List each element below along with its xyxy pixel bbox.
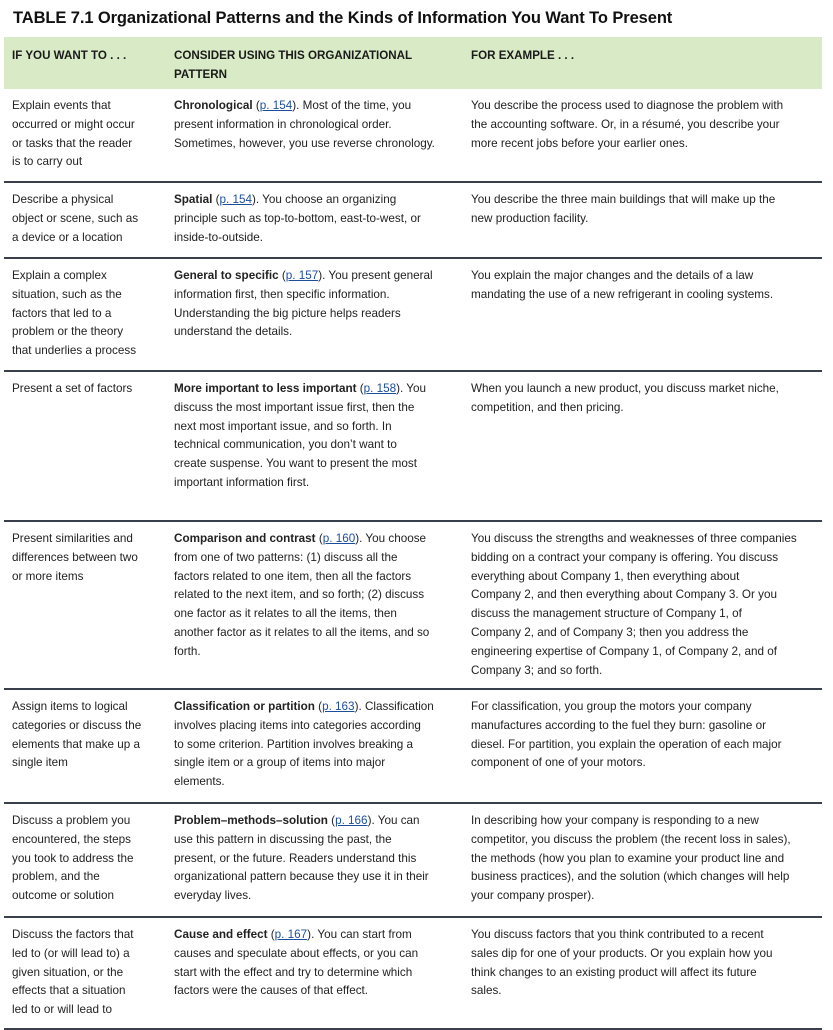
cell-pattern bbox=[174, 267, 454, 342]
pattern-name: Spatial bbox=[174, 193, 213, 206]
table-header-row bbox=[4, 37, 822, 89]
text-line: led to or will lead to bbox=[12, 1003, 113, 1017]
text-line: next most important issue, and so forth. In bbox=[174, 419, 392, 433]
text-line: present, or the future. Readers understand this bbox=[174, 851, 417, 865]
text-line: differences between two bbox=[12, 550, 138, 564]
text-line: Sometimes, however, you use reverse chronology. bbox=[174, 136, 435, 150]
patterns-table bbox=[4, 37, 822, 1030]
pattern-name: Chronological bbox=[174, 99, 253, 112]
text-line: inside-to-outside. bbox=[174, 230, 264, 244]
text-line: elements. bbox=[174, 775, 225, 789]
cell-example bbox=[471, 380, 819, 418]
cell-pattern bbox=[174, 812, 454, 906]
text-line: engineering expertise of Company 1, of Company 2, and of bbox=[471, 644, 778, 658]
text-line: elements that make up a bbox=[12, 737, 140, 751]
text-line: important information first. bbox=[174, 475, 310, 489]
text-line: the methods (how you plan to examine your product line and bbox=[471, 851, 785, 865]
text-line: everything about Company 1, then everything about bbox=[471, 569, 740, 583]
pattern-name: General to specific bbox=[174, 269, 279, 282]
text-line: from one of two patterns: (1) discuss all the bbox=[174, 550, 398, 564]
cell-example bbox=[471, 267, 819, 305]
table-row bbox=[4, 918, 822, 1030]
text-line: Explain a complex bbox=[12, 269, 107, 282]
text-line: competition, and then pricing. bbox=[471, 400, 624, 414]
text-line: Present similarities and bbox=[12, 532, 133, 545]
text-line: manufactures according to the fuel they burn: gasoline or bbox=[471, 718, 766, 732]
cell-example bbox=[471, 926, 819, 1001]
text-line: factors were the causes of that effect. bbox=[174, 984, 369, 998]
header-line: CONSIDER USING THIS ORGANIZATIONAL bbox=[174, 49, 413, 62]
text-line: General to specific (p. 157). You present general bbox=[174, 269, 433, 282]
cell-pattern bbox=[174, 97, 454, 153]
text-line: Cause and effect (p. 167). You can start from bbox=[174, 928, 412, 941]
text-line: bidding on a contract your company is offering. You discuss bbox=[471, 550, 779, 564]
text-line: outcome or solution bbox=[12, 889, 114, 903]
text-line: principle such as top-to-bottom, east-to-west, or bbox=[174, 211, 421, 225]
text-line: sales. bbox=[471, 984, 502, 998]
text-line: single item or a group of items into major bbox=[174, 756, 386, 770]
text-line: single item bbox=[12, 756, 68, 770]
text-line: more recent jobs before your earlier ones. bbox=[471, 136, 688, 150]
page-reference-link[interactable]: p. 166 bbox=[335, 814, 368, 827]
text-line: factors related to one item, then all the factors bbox=[174, 569, 412, 583]
table-row bbox=[4, 522, 822, 690]
text-line: occurred or might occur bbox=[12, 117, 135, 131]
cell-pattern bbox=[174, 530, 454, 662]
table-title: TABLE 7.1 Organizational Patterns and the Kinds of Information You Want To Present bbox=[13, 9, 673, 27]
text-line: Company 3; and so forth. bbox=[471, 663, 603, 677]
text-line: or tasks that the reader bbox=[12, 136, 133, 150]
text-line: business practices), and the solution (which changes will help bbox=[471, 870, 790, 884]
text-line: Explain events that bbox=[12, 99, 111, 112]
page-reference-link[interactable]: p. 163 bbox=[322, 700, 355, 713]
table-row bbox=[4, 183, 822, 259]
header-for-example: FOR EXAMPLE . . . bbox=[471, 49, 575, 62]
text-line: you took to address the bbox=[12, 851, 134, 865]
text-line: situation, such as the bbox=[12, 287, 122, 301]
text-line: Describe a physical bbox=[12, 193, 114, 206]
text-line: present information in chronological order. bbox=[174, 117, 392, 131]
cell-example bbox=[471, 191, 819, 229]
text-line: start with the effect and try to determine which bbox=[174, 965, 413, 979]
text-line: Company 2, and of Company 3; then you address the bbox=[471, 625, 749, 639]
text-line: or more items bbox=[12, 569, 84, 583]
text-line: problem, and the bbox=[12, 870, 100, 884]
text-line: Company 2, and then everything about Company 3. Or you bbox=[471, 588, 778, 602]
text-line: technical communication, you don’t want to bbox=[174, 438, 397, 452]
text-line: categories or discuss the bbox=[12, 718, 142, 732]
cell-goal bbox=[12, 191, 154, 247]
table-row bbox=[4, 89, 822, 183]
text-line: You explain the major changes and the details of a law bbox=[471, 269, 754, 282]
text-line: use this pattern in discussing the past, the bbox=[174, 832, 392, 846]
table-row bbox=[4, 372, 822, 522]
text-line: In describing how your company is responding to a new bbox=[471, 814, 759, 827]
text-line: organizational pattern because they use it in their bbox=[174, 870, 429, 884]
cell-goal bbox=[12, 97, 154, 172]
table-body bbox=[4, 89, 822, 1030]
table-row bbox=[4, 259, 822, 372]
text-line: More important to less important (p. 158). You bbox=[174, 382, 427, 395]
text-line: object or scene, such as bbox=[12, 211, 139, 225]
cell-pattern bbox=[174, 698, 454, 792]
text-line: Assign items to logical bbox=[12, 700, 128, 713]
text-line: Spatial (p. 154). You choose an organizing bbox=[174, 193, 397, 206]
text-line: factors that led to a bbox=[12, 306, 112, 320]
text-line: When you launch a new product, you discuss market niche, bbox=[471, 382, 779, 395]
text-line: competitor, you discuss the problem (the recent loss in sales), bbox=[471, 832, 791, 846]
text-line: causes and speculate about effects, or you can bbox=[174, 946, 419, 960]
text-line: mandating the use of a new refrigerant in cooling systems. bbox=[471, 287, 774, 301]
text-line: the accounting software. Or, in a résumé, you describe your bbox=[471, 117, 780, 131]
text-line: You discuss factors that you think contributed to a recent bbox=[471, 928, 764, 941]
text-line: problem or the theory bbox=[12, 325, 124, 339]
page-reference-link[interactable]: p. 167 bbox=[274, 928, 308, 941]
text-line: understand the details. bbox=[174, 325, 293, 339]
text-line: think changes to an existing product will affect its future bbox=[471, 965, 757, 979]
text-line: You discuss the strengths and weaknesses of three companies bbox=[471, 532, 797, 545]
cell-goal bbox=[12, 380, 154, 399]
pattern-name: More important to less important bbox=[174, 382, 357, 395]
text-line: discuss the management structure of Company 1, of bbox=[471, 607, 742, 621]
text-line: to some criterion. Partition involves breaking a bbox=[174, 737, 414, 751]
text-line: For classification, you group the motors your company bbox=[471, 700, 752, 713]
text-line: new production facility. bbox=[471, 211, 589, 225]
text-line: forth. bbox=[174, 644, 201, 658]
text-line: You describe the three main buildings that will make up the bbox=[471, 193, 776, 206]
text-line: related to the next item, and so forth; (2) discuss bbox=[174, 588, 425, 602]
text-line: Problem–methods–solution (p. 166). You can bbox=[174, 814, 420, 827]
text-line: your company prosper). bbox=[471, 889, 595, 903]
text-line: that underlies a process bbox=[12, 344, 137, 358]
cell-pattern bbox=[174, 926, 454, 1001]
text-line: Chronological (p. 154). Most of the time, you bbox=[174, 99, 412, 112]
cell-pattern bbox=[174, 191, 454, 247]
pattern-name: Comparison and contrast bbox=[174, 532, 316, 545]
page-reference-link[interactable]: p. 158 bbox=[363, 382, 397, 395]
text-line: everyday lives. bbox=[174, 889, 252, 903]
text-line: effects that a situation bbox=[12, 984, 126, 998]
header-line: PATTERN bbox=[174, 67, 228, 81]
text-line: diesel. For partition, you explain the operation of each major bbox=[471, 737, 782, 751]
text-line: a device or a location bbox=[12, 230, 123, 244]
text-line: involves placing items into categories according bbox=[174, 718, 421, 732]
text-line: component of one of your motors. bbox=[471, 756, 646, 770]
text-line: You describe the process used to diagnose the problem with bbox=[471, 99, 784, 112]
header-if-you-want-to: IF YOU WANT TO . . . bbox=[12, 49, 127, 62]
text-line: given situation, or the bbox=[12, 965, 124, 979]
text-line: create suspense. You want to present the most bbox=[174, 457, 417, 471]
text-line: Understanding the big picture helps readers bbox=[174, 306, 401, 320]
cell-goal bbox=[12, 926, 154, 1020]
text-line: one factor as it relates to all the items, then bbox=[174, 607, 397, 621]
table-row bbox=[4, 804, 822, 918]
page-reference-link[interactable]: p. 157 bbox=[285, 269, 319, 282]
cell-example bbox=[471, 812, 819, 906]
text-line: is to carry out bbox=[12, 155, 83, 169]
text-line: information first, then specific information. bbox=[174, 287, 390, 301]
page-reference-link[interactable]: p. 160 bbox=[322, 532, 356, 545]
table-row bbox=[4, 690, 822, 804]
cell-example bbox=[471, 530, 819, 680]
text-line: another factor as it relates to all the items, and so bbox=[174, 625, 430, 639]
cell-example bbox=[471, 97, 819, 153]
cell-pattern bbox=[174, 380, 454, 493]
pattern-name: Classification or partition bbox=[174, 700, 315, 713]
page-reference-link[interactable]: p. 154 bbox=[219, 193, 252, 206]
text-line: Present a set of factors bbox=[12, 382, 133, 395]
pattern-name: Cause and effect bbox=[174, 928, 268, 941]
text-line: led to (or will lead to) a bbox=[12, 946, 130, 960]
text-line: sales dip for one of your products. Or you explain how you bbox=[471, 946, 773, 960]
cell-goal bbox=[12, 267, 154, 361]
cell-example bbox=[471, 698, 819, 773]
cell-goal bbox=[12, 698, 154, 773]
text-line: Comparison and contrast (p. 160). You choose bbox=[174, 532, 427, 545]
text-line: Discuss the factors that bbox=[12, 928, 134, 941]
text-line: Classification or partition (p. 163). Classification bbox=[174, 700, 434, 713]
cell-goal bbox=[12, 812, 154, 906]
text-line: encountered, the steps bbox=[12, 832, 131, 846]
text-line: discuss the most important issue first, then the bbox=[174, 400, 415, 414]
cell-goal bbox=[12, 530, 154, 586]
header-consider-pattern bbox=[174, 47, 454, 84]
text-line: Discuss a problem you bbox=[12, 814, 131, 827]
page-reference-link[interactable]: p. 154 bbox=[259, 99, 293, 112]
pattern-name: Problem–methods–solution bbox=[174, 814, 328, 827]
